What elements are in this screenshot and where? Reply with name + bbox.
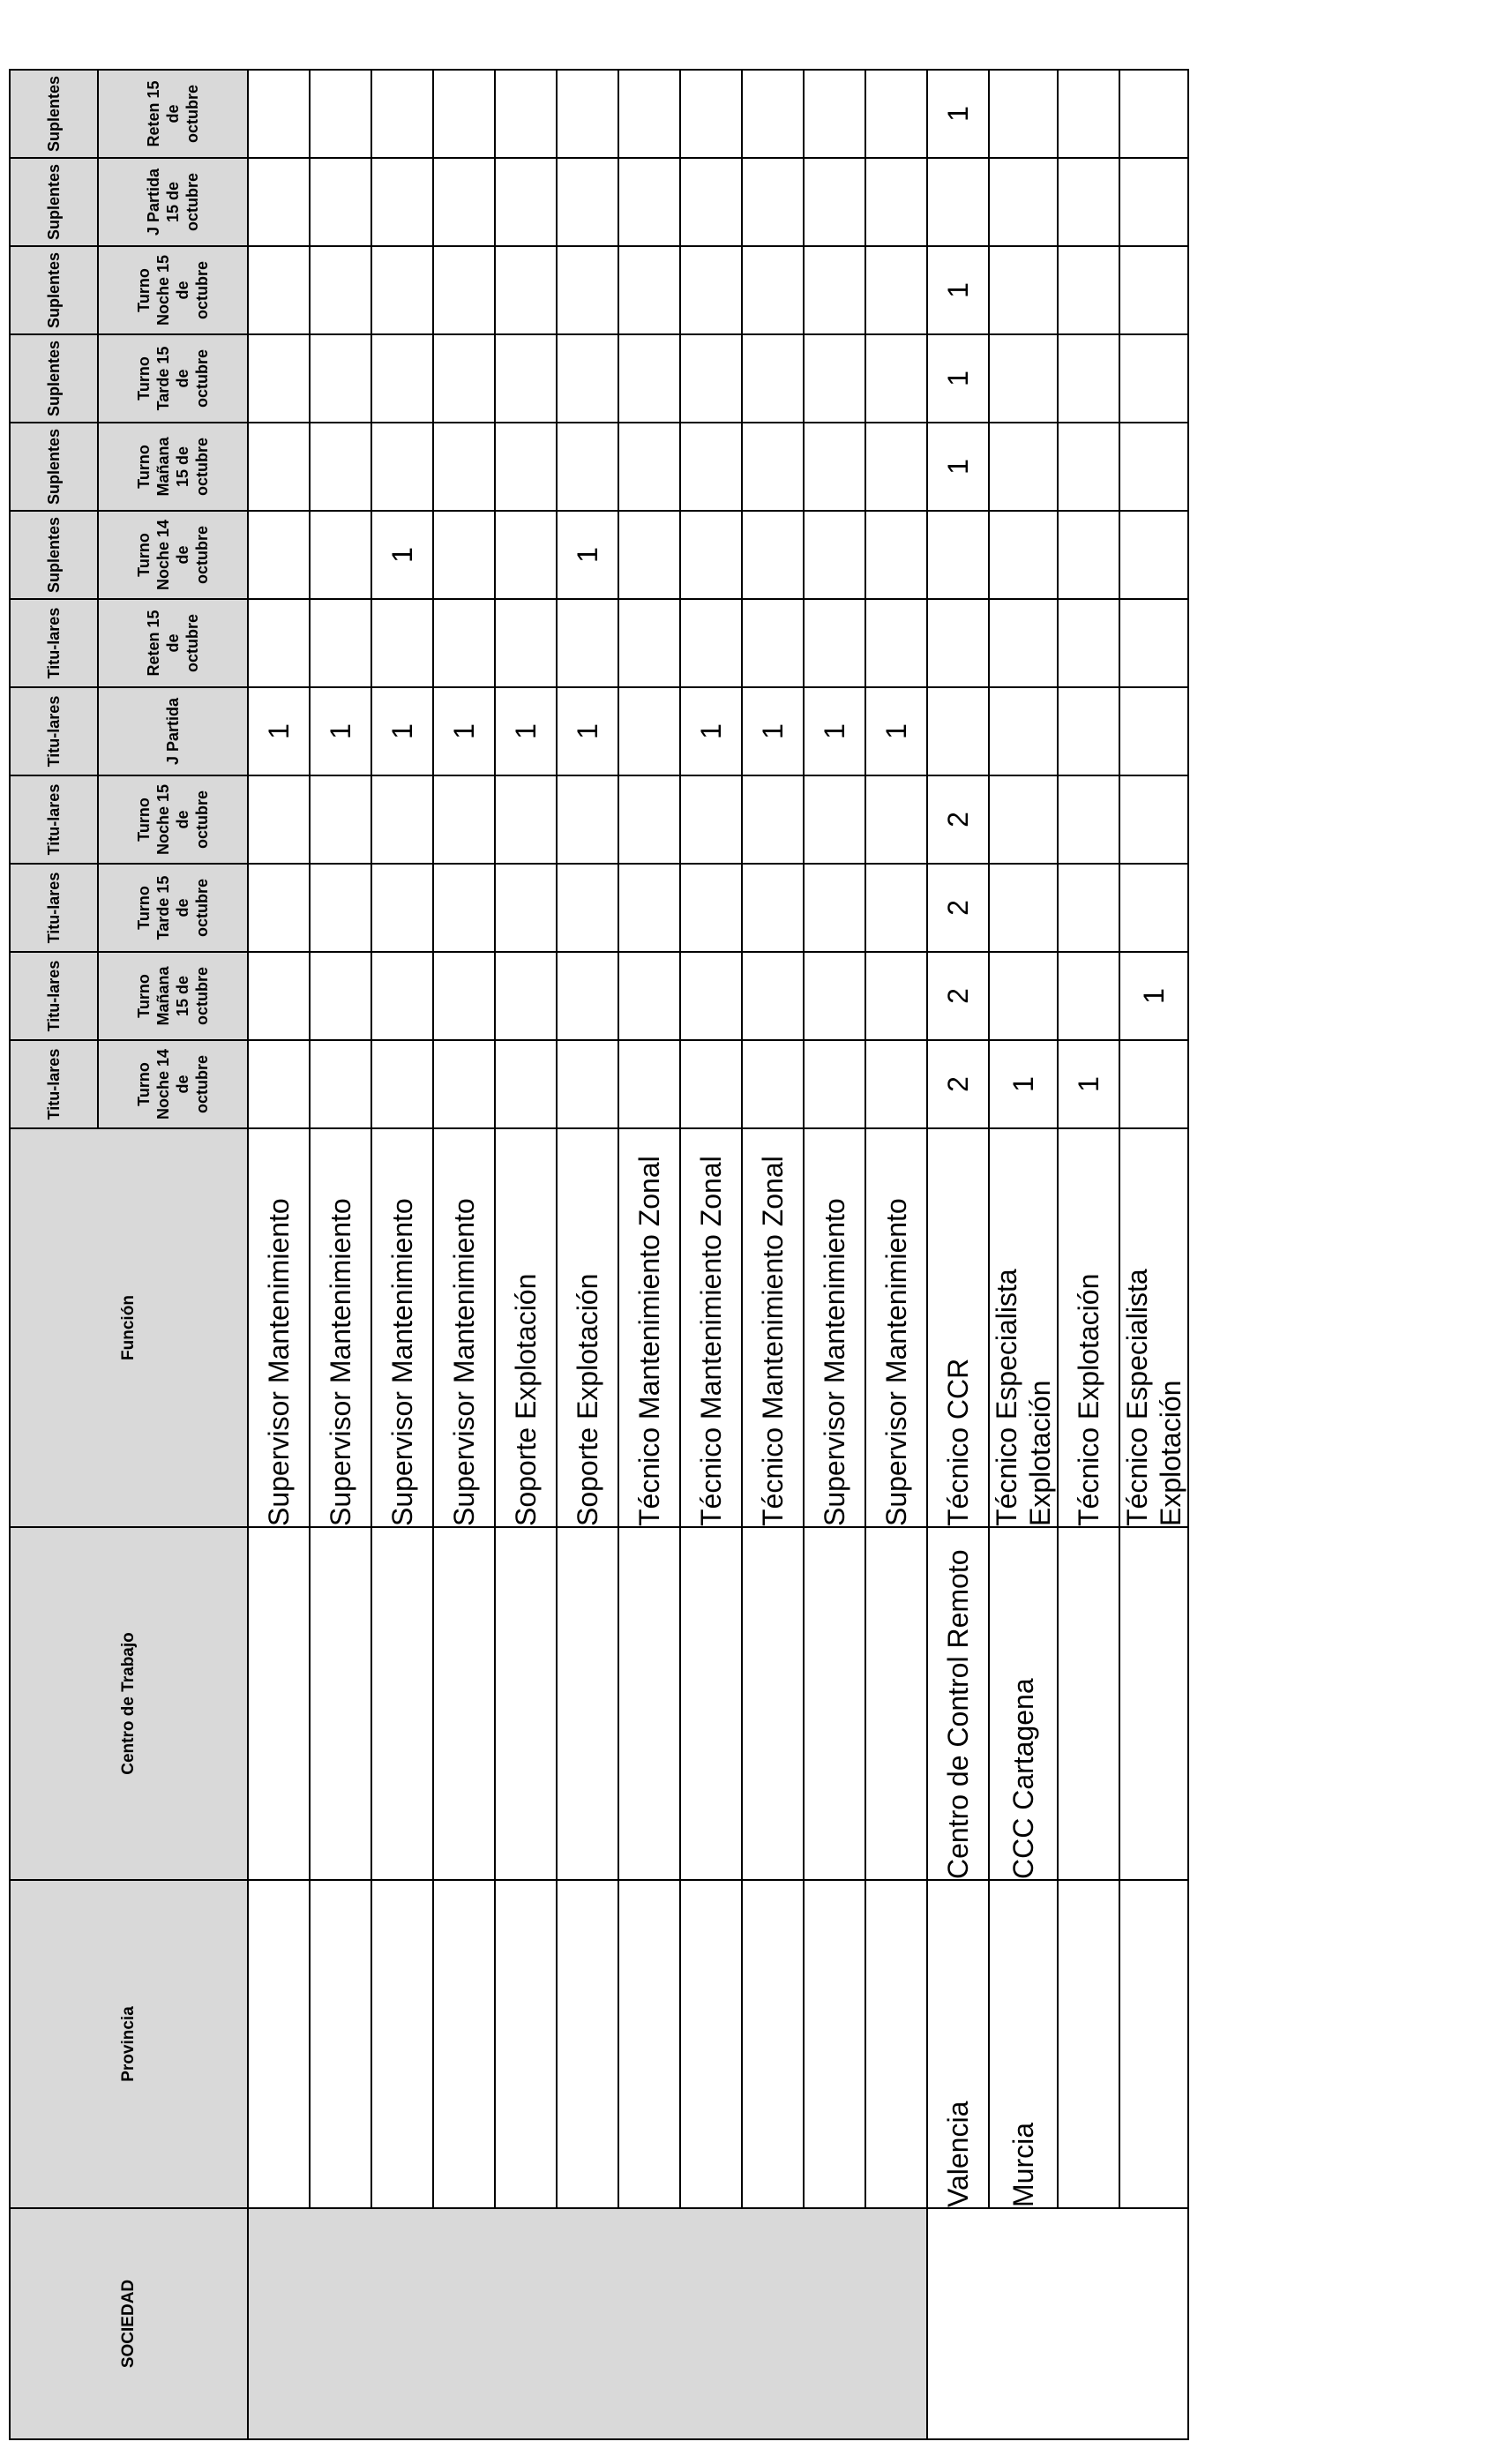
provincia-cell [495,1880,557,2208]
centro-cell: Centro de Control Remoto [927,1527,989,1880]
funcion-cell: Técnico Especialista Explotación [1119,1128,1188,1527]
shift-count-cell: 2 [927,864,989,952]
funcion-cell: Técnico Especialista Explotación [989,1128,1058,1527]
shift-count-cell [989,687,1058,775]
shift-count-cell: 1 [248,687,310,775]
shift-count-cell [1058,952,1119,1040]
shift-count-cell [742,864,804,952]
shift-count-cell [248,1040,310,1128]
shift-count-cell [927,687,989,775]
shift-count-cell [371,423,433,511]
shift-count-cell [495,423,557,511]
shift-count-cell [248,511,310,599]
shift-count-cell [742,511,804,599]
shift-count-cell [433,246,495,334]
shift-count-cell [433,952,495,1040]
shift-count-cell [804,1040,865,1128]
centro-cell [1058,1527,1119,1880]
shift-count-cell [495,246,557,334]
shift-count-cell [433,70,495,158]
shift-count-cell [804,70,865,158]
shift-count-cell [248,70,310,158]
shift-count-cell [1119,687,1188,775]
shift-count-cell [742,334,804,423]
centro-cell [1119,1527,1188,1880]
shift-count-cell: 1 [865,687,927,775]
shift-count-cell [557,952,618,1040]
centro-cell [310,1527,371,1880]
shift-count-cell [865,158,927,246]
shift-count-cell: 1 [804,687,865,775]
shift-count-cell [865,246,927,334]
shift-count-cell: 1 [927,334,989,423]
shift-count-cell [495,511,557,599]
shift-count-cell [804,423,865,511]
shift-count-cell [618,952,680,1040]
header-group: Suplentes [10,334,98,423]
header-shift-label: Turno Tarde 15 de octubre [135,875,211,940]
shift-count-cell [804,952,865,1040]
shift-count-cell [1058,775,1119,864]
shift-count-cell [371,864,433,952]
shift-count-cell [680,334,742,423]
shift-count-cell [310,423,371,511]
shift-count-cell [310,864,371,952]
provincia-cell [865,1880,927,2208]
header-shift [98,952,248,1040]
shift-count-cell [495,775,557,864]
provincia-cell [804,1880,865,2208]
header-provincia: Provincia [10,1880,248,2208]
shift-count-cell [433,511,495,599]
header-shift-label: J Partida 15 de octubre [145,168,201,236]
shift-count-cell [371,70,433,158]
table-row [989,70,1058,2439]
shift-count-cell [248,864,310,952]
table-row [804,70,865,2439]
shift-count-cell [865,864,927,952]
table-row [371,70,433,2439]
shift-count-cell [433,864,495,952]
shift-count-cell [1058,158,1119,246]
shift-count-cell [557,775,618,864]
shift-count-cell: 1 [927,70,989,158]
shift-count-cell [865,511,927,599]
shift-count-cell [927,599,989,687]
header-group: Suplentes [10,423,98,511]
shift-count-cell [1119,334,1188,423]
shift-count-cell [310,1040,371,1128]
funcion-cell: Técnico CCR [927,1128,989,1527]
shift-count-cell [495,70,557,158]
shift-count-cell [618,1040,680,1128]
header-shift [98,599,248,687]
shift-count-cell [1119,599,1188,687]
shift-count-cell [618,246,680,334]
provincia-cell [433,1880,495,2208]
shift-count-cell: 1 [371,511,433,599]
shift-count-cell [557,246,618,334]
shift-count-cell [1119,1040,1188,1128]
table-row [865,70,927,2439]
shift-count-cell [1058,864,1119,952]
header-group: Titu-lares [10,1040,98,1128]
shift-count-cell [742,952,804,1040]
shift-count-cell [742,70,804,158]
shift-count-cell [927,158,989,246]
shift-count-cell [1119,70,1188,158]
shift-count-cell: 2 [927,1040,989,1128]
shift-count-cell [310,158,371,246]
header-group: Suplentes [10,158,98,246]
shift-count-cell [804,511,865,599]
shift-count-cell [433,334,495,423]
funcion-cell: Supervisor Mantenimiento [433,1128,495,1527]
shift-count-cell [1119,423,1188,511]
shift-count-cell: 1 [680,687,742,775]
header-shift-label: Turno Noche 15 de octubre [135,254,211,326]
shift-count-cell [248,246,310,334]
shift-count-cell [371,952,433,1040]
header-funcion: Función [10,1128,248,1527]
centro-cell [557,1527,618,1880]
centro-cell [865,1527,927,1880]
centro-cell [433,1527,495,1880]
shift-count-cell [1119,511,1188,599]
shift-count-cell [680,864,742,952]
shift-count-cell [742,423,804,511]
shift-count-cell [495,952,557,1040]
table-body [248,70,1188,2439]
provincia-cell: Valencia [927,1880,989,2208]
table-row [433,70,495,2439]
header-shift-label: Turno Noche 15 de octubre [135,783,211,856]
provincia-cell [248,1880,310,2208]
shift-count-cell [495,1040,557,1128]
shift-count-cell [680,511,742,599]
shift-count-cell [618,158,680,246]
provincia-cell [680,1880,742,2208]
header-shift-label: Reten 15 de octubre [145,80,201,147]
table-row [618,70,680,2439]
shift-count-cell [310,775,371,864]
shift-count-cell: 1 [1119,952,1188,1040]
funcion-cell: Supervisor Mantenimiento [371,1128,433,1527]
shift-count-cell [680,952,742,1040]
provincia-cell: Murcia [989,1880,1058,2208]
shift-count-cell [989,864,1058,952]
shift-count-cell [989,599,1058,687]
centro-cell [371,1527,433,1880]
shift-count-cell [495,599,557,687]
header-shift-label: J Partida [164,697,182,766]
shift-count-cell [310,952,371,1040]
shift-count-cell [804,158,865,246]
shift-count-cell [557,70,618,158]
header-group: Titu-lares [10,952,98,1040]
header-group: Suplentes [10,246,98,334]
shift-count-cell [371,334,433,423]
shift-count-cell [433,1040,495,1128]
table-row [680,70,742,2439]
header-group: Titu-lares [10,864,98,952]
shift-count-cell [865,70,927,158]
shift-count-cell [680,599,742,687]
shift-count-cell: 1 [1058,1040,1119,1128]
shift-count-cell [557,423,618,511]
table-row [742,70,804,2439]
shift-count-cell [1058,687,1119,775]
centro-cell [248,1527,310,1880]
centro-cell [495,1527,557,1880]
shift-count-cell [680,70,742,158]
shift-count-cell [371,775,433,864]
shift-count-cell [865,775,927,864]
shift-count-cell [989,952,1058,1040]
shift-count-cell [618,334,680,423]
sociedad-cell [248,2208,927,2439]
funcion-cell: Soporte Explotación [495,1128,557,1527]
shift-count-cell: 1 [742,687,804,775]
table-row [1119,70,1188,2439]
shift-count-cell [371,599,433,687]
header-group: Suplentes [10,70,98,158]
shift-count-cell [618,423,680,511]
shift-count-cell [1119,246,1188,334]
header-shift [98,687,248,775]
header-shift [98,70,248,158]
shift-count-cell: 1 [989,1040,1058,1128]
shift-count-cell [433,158,495,246]
shift-count-cell [557,334,618,423]
shift-count-cell: 1 [557,687,618,775]
shift-count-cell [989,70,1058,158]
header-row-groups [10,70,98,2439]
shift-count-cell [680,1040,742,1128]
centro-cell [680,1527,742,1880]
shift-count-cell [433,599,495,687]
header-shift [98,1040,248,1128]
table-row [1058,70,1119,2439]
header-group: Titu-lares [10,775,98,864]
shift-count-cell [248,775,310,864]
shift-count-cell: 1 [557,511,618,599]
shift-count-cell [1058,599,1119,687]
shift-count-cell [1058,423,1119,511]
shift-count-cell [865,334,927,423]
shift-count-cell [804,864,865,952]
header-shift [98,864,248,952]
shift-count-cell [742,1040,804,1128]
shift-count-cell [989,423,1058,511]
shift-count-cell [1058,70,1119,158]
header-shift-label: Turno Noche 14 de octubre [135,519,211,591]
centro-cell [618,1527,680,1880]
provincia-cell [1119,1880,1188,2208]
shift-count-cell: 2 [927,775,989,864]
shift-count-cell: 2 [927,952,989,1040]
table-row [248,70,310,2439]
header-shift [98,158,248,246]
header-sociedad: SOCIEDAD [10,2208,248,2439]
shift-count-cell [742,599,804,687]
shift-count-cell [680,775,742,864]
shift-count-cell [618,599,680,687]
shift-count-cell [371,158,433,246]
shift-count-cell [865,952,927,1040]
funcion-cell: Técnico Mantenimiento Zonal [742,1128,804,1527]
shift-count-cell [989,511,1058,599]
provincia-cell [742,1880,804,2208]
table-header [10,70,248,2439]
shift-count-cell [310,511,371,599]
shift-count-cell [495,334,557,423]
funcion-cell: Supervisor Mantenimiento [865,1128,927,1527]
provincia-cell [310,1880,371,2208]
funcion-cell: Supervisor Mantenimiento [248,1128,310,1527]
shift-count-cell: 1 [927,423,989,511]
provincia-cell [1058,1880,1119,2208]
shift-count-cell [248,158,310,246]
header-shift [98,775,248,864]
shift-count-cell [433,423,495,511]
shift-count-cell: 1 [310,687,371,775]
centro-cell [804,1527,865,1880]
shift-schedule-table [9,69,1189,2440]
shift-count-cell [618,687,680,775]
shift-count-cell [310,70,371,158]
shift-count-cell [248,334,310,423]
shift-count-cell: 1 [433,687,495,775]
shift-count-cell [804,334,865,423]
shift-count-cell [495,158,557,246]
shift-count-cell [742,158,804,246]
shift-count-cell [1058,511,1119,599]
sociedad-cell [927,2208,1188,2439]
shift-count-cell [1119,864,1188,952]
shift-count-cell [618,775,680,864]
provincia-cell [371,1880,433,2208]
shift-count-cell [310,246,371,334]
header-centro-trabajo: Centro de Trabajo [10,1527,248,1880]
table-row [927,70,989,2439]
header-group: Suplentes [10,511,98,599]
funcion-cell: Supervisor Mantenimiento [310,1128,371,1527]
shift-count-cell [742,775,804,864]
shift-count-cell [248,599,310,687]
shift-count-cell [1119,775,1188,864]
header-group: Titu-lares [10,687,98,775]
table-row [557,70,618,2439]
header-shift [98,246,248,334]
shift-count-cell [1119,158,1188,246]
shift-count-cell [618,864,680,952]
shift-count-cell [310,599,371,687]
shift-count-cell: 1 [495,687,557,775]
shift-count-cell [680,158,742,246]
shift-count-cell [927,511,989,599]
shift-count-cell [248,423,310,511]
shift-count-cell [310,334,371,423]
header-shift-label: Turno Tarde 15 de octubre [135,346,211,411]
shift-count-cell [989,334,1058,423]
shift-count-cell [804,775,865,864]
funcion-cell: Técnico Explotación [1058,1128,1119,1527]
shift-count-cell [989,246,1058,334]
shift-count-cell [495,864,557,952]
shift-count-cell [371,1040,433,1128]
header-shift [98,511,248,599]
funcion-cell: Soporte Explotación [557,1128,618,1527]
shift-count-cell [1058,246,1119,334]
shift-count-cell [371,246,433,334]
shift-count-cell [989,775,1058,864]
shift-count-cell [557,599,618,687]
shift-count-cell [804,246,865,334]
header-shift-label: Reten 15 de octubre [145,610,201,677]
funcion-cell: Técnico Mantenimiento Zonal [618,1128,680,1527]
header-shift-label: Turno Noche 14 de octubre [135,1048,211,1120]
shift-count-cell [433,775,495,864]
header-shift [98,334,248,423]
shift-count-cell [248,952,310,1040]
provincia-cell [618,1880,680,2208]
table-row [310,70,371,2439]
shift-count-cell [680,423,742,511]
shift-count-cell [557,864,618,952]
shift-count-cell [865,599,927,687]
header-shift-label: Turno Mañana 15 de octubre [135,966,211,1026]
provincia-cell [557,1880,618,2208]
shift-count-cell [865,1040,927,1128]
shift-count-cell [989,158,1058,246]
header-shift-label: Turno Mañana 15 de octubre [135,437,211,497]
shift-count-cell [618,70,680,158]
shift-count-cell [680,246,742,334]
funcion-cell: Supervisor Mantenimiento [804,1128,865,1527]
shift-count-cell [557,158,618,246]
shift-count-cell [618,511,680,599]
shift-count-cell [742,246,804,334]
shift-count-cell [557,1040,618,1128]
shift-count-cell [865,423,927,511]
header-shift [98,423,248,511]
shift-count-cell: 1 [371,687,433,775]
centro-cell: CCC Cartagena [989,1527,1058,1880]
funcion-cell: Técnico Mantenimiento Zonal [680,1128,742,1527]
header-group: Titu-lares [10,599,98,687]
centro-cell [742,1527,804,1880]
shift-count-cell [804,599,865,687]
shift-count-cell [1058,334,1119,423]
shift-count-cell: 1 [927,246,989,334]
table-row [495,70,557,2439]
